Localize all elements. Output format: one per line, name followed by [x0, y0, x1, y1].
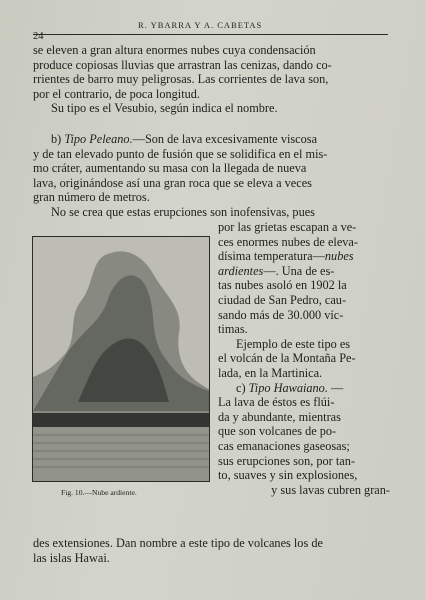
text-line: timas.: [218, 322, 248, 337]
text-line: ciudad de San Pedro, cau-: [218, 292, 347, 307]
text-line: Ejemplo de este tipo es: [236, 336, 351, 351]
text-line: las islas Hawai.: [33, 550, 110, 565]
text-line: mo cráter, aumentando su masa con la llegada de nueva: [33, 161, 307, 176]
text-fragment: dísima temperatura—: [218, 249, 325, 264]
text-line: La lava de éstos es flúi-: [218, 395, 335, 410]
right-wrap-text: [218, 220, 390, 497]
text-line: que son volcanes de po-: [218, 424, 337, 439]
text-line: [218, 249, 390, 264]
text-line: lava, originándose así una gran roca que se eleva a veces: [33, 175, 312, 190]
hawaiano-marker: c): [236, 380, 246, 395]
peleano-marker: b): [51, 132, 62, 146]
page-header: [33, 18, 388, 42]
text-line: sando más de 30.000 víc-: [218, 307, 344, 322]
text-line: y sus lavas cubren gran-: [271, 482, 390, 497]
text-line: [218, 264, 390, 279]
text-line: tas nubes asoló en 1902 la: [218, 278, 347, 293]
peleano-first-line: [33, 132, 393, 147]
hawaiano-heading: [218, 381, 390, 396]
text-line: des extensiones. Dan nombre a este tipo de volcanes los de: [33, 536, 323, 550]
figure-caption: Fig. 10.—Nube ardiente.: [61, 488, 137, 497]
text-line: cas emanaciones gaseosas;: [218, 438, 350, 453]
text-line: gran número de metros.: [33, 190, 150, 205]
text-line: lada, en la Martinica.: [218, 365, 323, 380]
bottom-paragraph: [33, 536, 393, 565]
text-line: por el contrario, de poca longitud.: [33, 86, 200, 101]
text-line: sus erupciones son, por tan-: [218, 453, 355, 468]
hawaiano-title: Tipo Hawaiano.: [248, 380, 328, 395]
top-paragraph: [33, 43, 393, 116]
volcano-figure: [32, 236, 210, 482]
peleano-title: Tipo Peleano.: [64, 132, 133, 146]
running-head: R. YBARRA Y A. CABETAS: [138, 20, 263, 30]
text-line: produce copiosas lluvias que arrastran las cenizas, dando co-: [33, 57, 332, 72]
vesubio-line: Su tipo es el Vesubio, según indica el nombre.: [51, 101, 278, 116]
text-line: da y abundante, mientras: [218, 409, 341, 424]
italic-term: ardientes: [218, 263, 264, 278]
volcano-illustration: [33, 237, 209, 481]
italic-term: nubes: [324, 249, 354, 264]
inofensivas-line: No se crea que estas erupciones son inofensivas, pues: [51, 204, 315, 219]
text-line: —Son de lava excesivamente viscosa: [132, 132, 318, 146]
text-line: to, suaves y sin explosiones,: [218, 468, 358, 483]
text-line: rrientes de barro muy peligrosas. Las corrientes de lava son,: [33, 72, 329, 87]
text-line: el volcán de la Montaña Pe-: [218, 351, 356, 366]
text-fragment: —: [327, 380, 344, 395]
peleano-paragraph: [33, 132, 393, 220]
text-line: por las grietas escapan a ve-: [218, 220, 357, 234]
text-line: ces enormes nubes de eleva-: [218, 234, 358, 249]
page-number: 24: [33, 31, 44, 42]
text-line: y de tan elevado punto de fusión que se solidifica en el mis-: [33, 146, 328, 161]
text-fragment: —. Una de es-: [263, 263, 335, 278]
text-line: se eleven a gran altura enormes nubes cuya condensación: [33, 43, 316, 57]
